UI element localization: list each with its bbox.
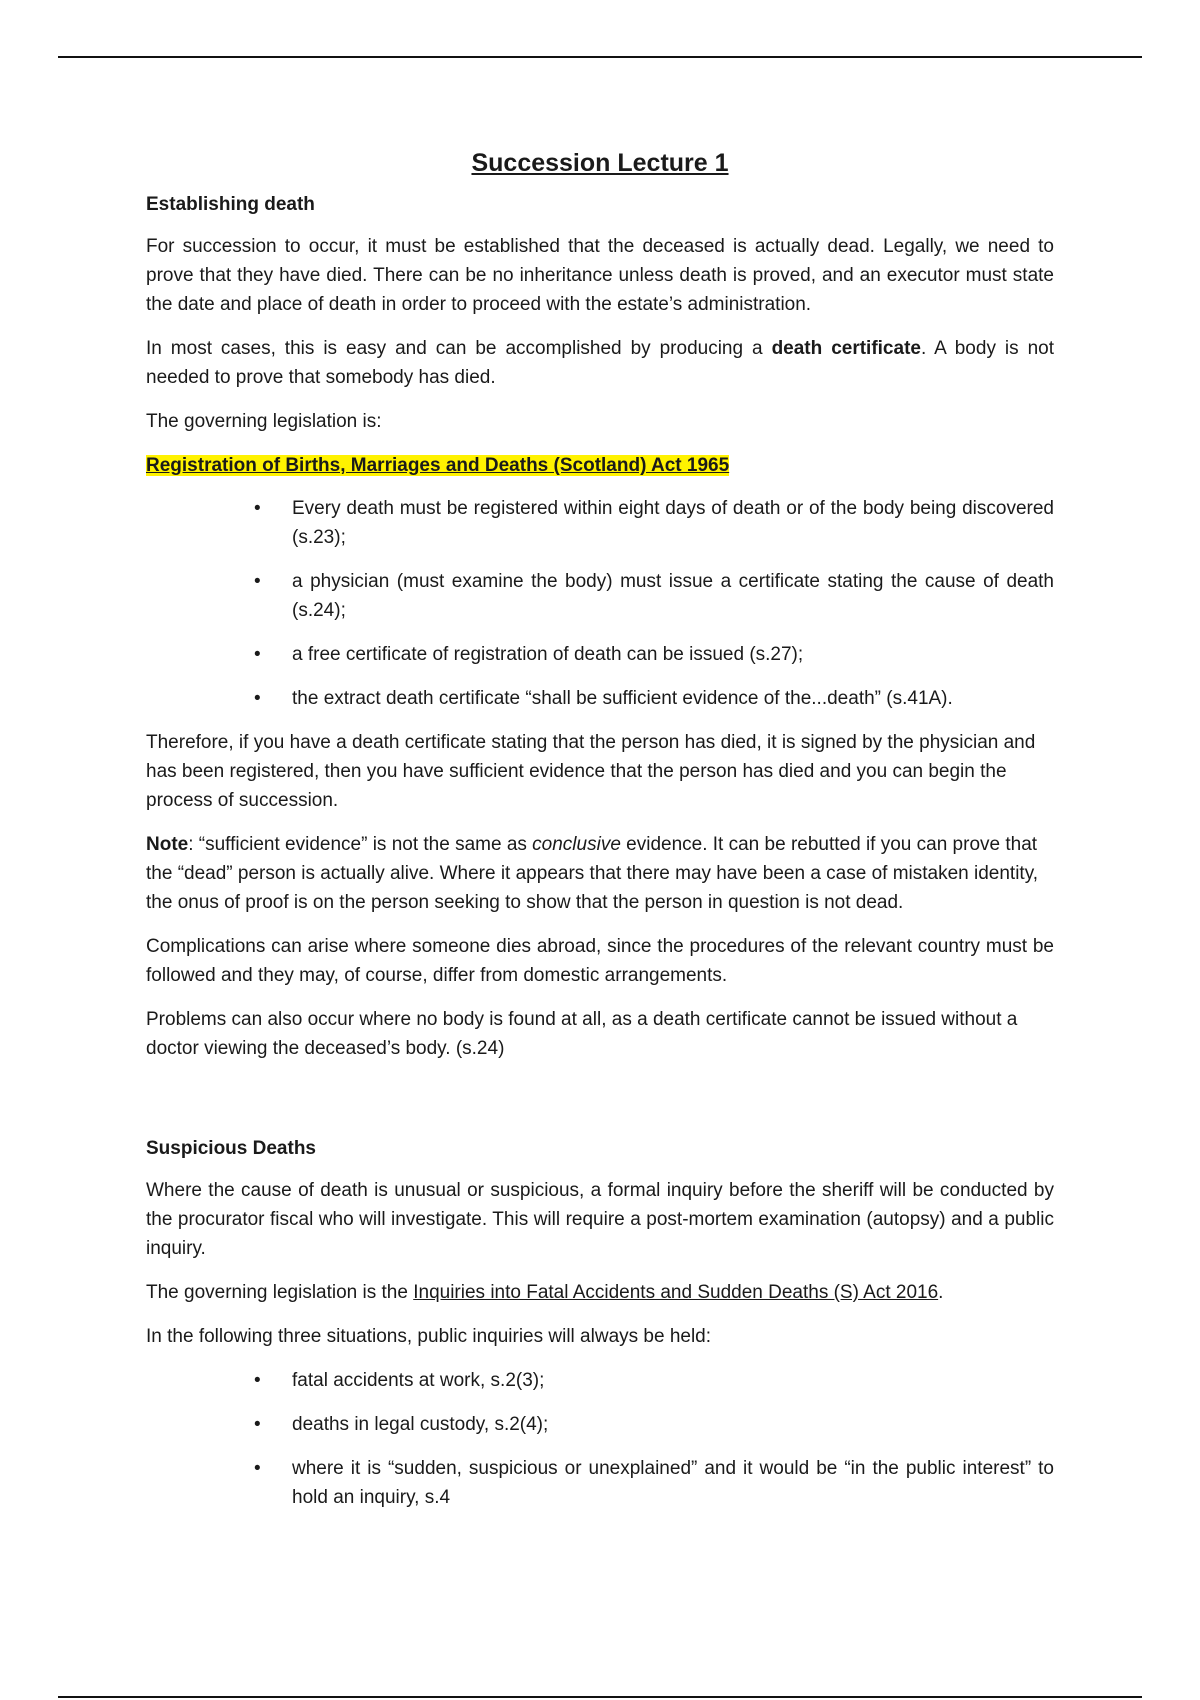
bullet-list bbox=[146, 1366, 1054, 1512]
list-item: • Every death must be registered within eight days of death or of the body being discovered (s.23); bbox=[146, 494, 1054, 552]
bullet-icon: • bbox=[254, 571, 261, 592]
bullet-icon: • bbox=[254, 688, 261, 709]
list-item: • the extract death certificate “shall be sufficient evidence of the...death” (s.41A). bbox=[146, 684, 1054, 713]
footer-rule bbox=[58, 1696, 1142, 1698]
bullet-icon: • bbox=[254, 1458, 261, 1479]
paragraph: In most cases, this is easy and can be accomplished by producing a death certificate. A body is not needed to prove that somebody has died. bbox=[146, 338, 1054, 388]
bold-term: death certificate bbox=[771, 338, 921, 359]
section-heading-establishing-death: Establishing death bbox=[146, 194, 315, 215]
bullet-icon: • bbox=[254, 644, 261, 665]
paragraph: For succession to occur, it must be established that the deceased is actually dead. Legally, we need to prove that they have died. There can be no inheritance unless death is proved, and an executor must state the date and place of death in order to proceed with the estate’s administration. bbox=[146, 236, 1054, 315]
highlighted-act-title: Registration of Births, Marriages and Deaths (Scotland) Act 1965 bbox=[146, 455, 730, 476]
paragraph: Therefore, if you have a death certificate stating that the person has died, it is signed by the physician and has been registered, then you have sufficient evidence that the person has died and you can begin the process of succession. bbox=[146, 732, 1036, 811]
bullet-list bbox=[146, 494, 1054, 713]
page-title: Succession Lecture 1 bbox=[471, 149, 729, 177]
list-item: • deaths in legal custody, s.2(4); bbox=[146, 1410, 1054, 1439]
list-item: • fatal accidents at work, s.2(3); bbox=[146, 1366, 1054, 1395]
bullet-icon: • bbox=[254, 1370, 261, 1391]
paragraph: The governing legislation is the Inquiries into Fatal Accidents and Sudden Deaths (S) Act 2016. bbox=[146, 1282, 944, 1303]
document-body bbox=[146, 146, 1054, 1527]
header-rule bbox=[58, 56, 1142, 58]
spacer bbox=[146, 1078, 1054, 1136]
bullet-icon: • bbox=[254, 1414, 261, 1435]
paragraph: The governing legislation is: bbox=[146, 411, 382, 432]
act-reference: Inquiries into Fatal Accidents and Sudden Deaths (S) Act 2016 bbox=[413, 1282, 939, 1303]
note-paragraph: Note: “sufficient evidence” is not the same as conclusive evidence. It can be rebutted if you can prove that the “dead” person is actually alive. Where it appears that there may have been a case of mistaken identity, the onus of proof is on the person seeking to show that the person in question is not dead. bbox=[146, 834, 1039, 913]
list-item: • where it is “sudden, suspicious or unexplained” and it would be “in the public interest” to hold an inquiry, s.4 bbox=[146, 1454, 1054, 1512]
paragraph: In the following three situations, public inquiries will always be held: bbox=[146, 1326, 712, 1347]
section-heading-suspicious-deaths: Suspicious Deaths bbox=[146, 1138, 316, 1159]
paragraph: Problems can also occur where no body is found at all, as a death certificate cannot be issued without a doctor viewing the deceased’s body. (s.24) bbox=[146, 1009, 1018, 1059]
paragraph: Complications can arise where someone dies abroad, since the procedures of the relevant country must be followed and they may, of course, differ from domestic arrangements. bbox=[146, 936, 1054, 986]
bullet-icon: • bbox=[254, 498, 261, 519]
list-item: • a free certificate of registration of death can be issued (s.27); bbox=[146, 640, 1054, 669]
paragraph: Where the cause of death is unusual or suspicious, a formal inquiry before the sheriff will be conducted by the procurator fiscal who will investigate. This will require a post-mortem examination (autopsy) and a public inquiry. bbox=[146, 1180, 1054, 1259]
note-label: Note bbox=[146, 834, 189, 855]
list-item: • a physician (must examine the body) must issue a certificate stating the cause of death (s.24); bbox=[146, 567, 1054, 625]
